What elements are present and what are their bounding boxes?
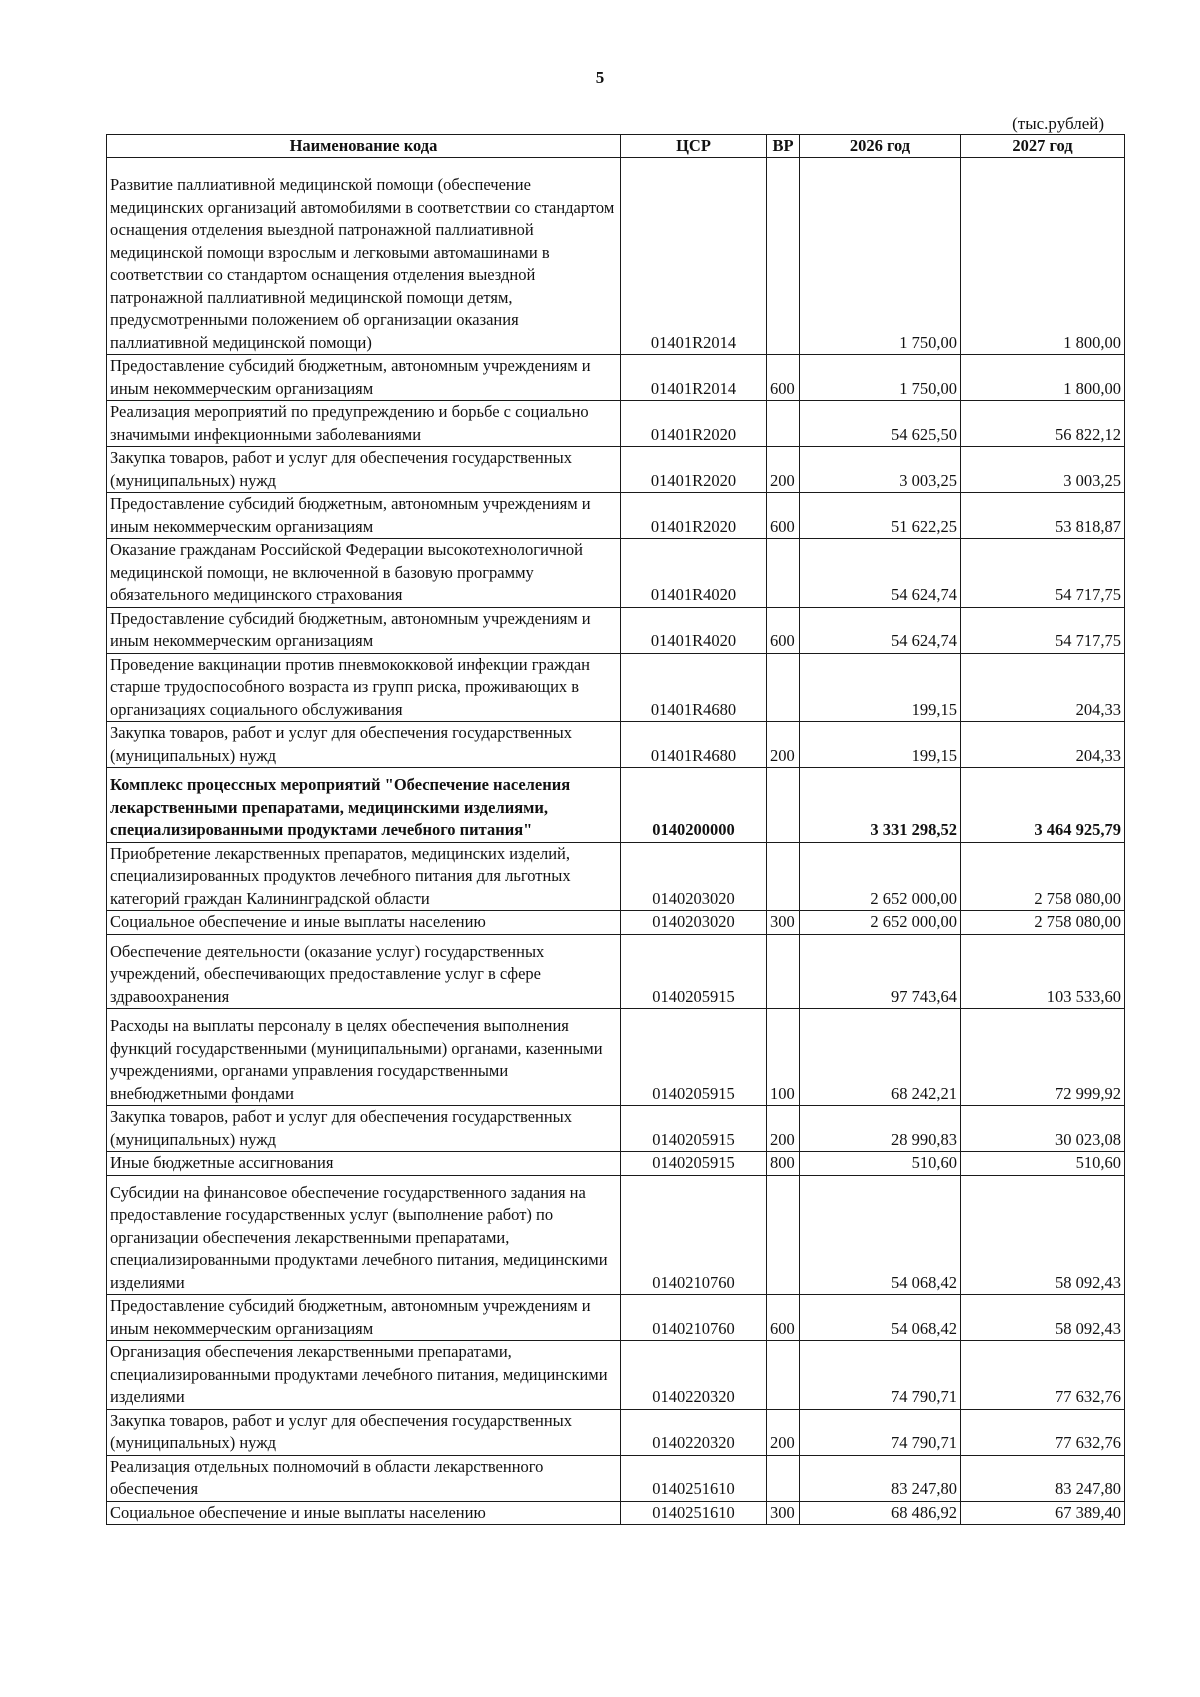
cell-csr: 0140203020 bbox=[621, 911, 767, 935]
cell-csr: 0140205915 bbox=[621, 1152, 767, 1176]
cell-name: Социальное обеспечение и иные выплаты населению bbox=[107, 1501, 621, 1525]
table-row bbox=[107, 1455, 1125, 1501]
cell-2027: 56 822,12 bbox=[961, 401, 1125, 447]
table-row bbox=[107, 842, 1125, 911]
table-row bbox=[107, 355, 1125, 401]
cell-csr: 0140205915 bbox=[621, 934, 767, 1009]
cell-csr: 0140205915 bbox=[621, 1009, 767, 1106]
cell-name: Иные бюджетные ассигнования bbox=[107, 1152, 621, 1176]
cell-csr: 01401R2020 bbox=[621, 493, 767, 539]
cell-name: Оказание гражданам Российской Федерации высокотехнологичной медицинской помощи, не включенной в базовую программу обязательного медицинского страхования bbox=[107, 539, 621, 608]
cell-csr: 01401R4020 bbox=[621, 607, 767, 653]
cell-csr: 0140205915 bbox=[621, 1106, 767, 1152]
cell-vr: 300 bbox=[767, 911, 800, 935]
cell-2026: 54 625,50 bbox=[800, 401, 961, 447]
table-row bbox=[107, 722, 1125, 768]
page-number: 5 bbox=[595, 68, 605, 87]
cell-vr: 200 bbox=[767, 1409, 800, 1455]
header-vr: ВР bbox=[767, 135, 800, 158]
table-row bbox=[107, 1009, 1125, 1106]
cell-2026: 51 622,25 bbox=[800, 493, 961, 539]
cell-2026: 199,15 bbox=[800, 722, 961, 768]
cell-2027: 83 247,80 bbox=[961, 1455, 1125, 1501]
cell-2027: 77 632,76 bbox=[961, 1409, 1125, 1455]
cell-name: Закупка товаров, работ и услуг для обеспечения государственных (муниципальных) нужд bbox=[107, 447, 621, 493]
cell-vr: 600 bbox=[767, 355, 800, 401]
cell-vr bbox=[767, 653, 800, 722]
cell-2026: 68 486,92 bbox=[800, 1501, 961, 1525]
cell-2027: 72 999,92 bbox=[961, 1009, 1125, 1106]
cell-name: Предоставление субсидий бюджетным, автономным учреждениям и иным некоммерческим организациям bbox=[107, 493, 621, 539]
cell-csr: 0140210760 bbox=[621, 1175, 767, 1295]
cell-2026: 199,15 bbox=[800, 653, 961, 722]
table-row bbox=[107, 539, 1125, 608]
cell-name: Проведение вакцинации против пневмококковой инфекции граждан старше трудоспособного возраста из групп риска, проживающих в организациях социального обслуживания bbox=[107, 653, 621, 722]
cell-vr: 200 bbox=[767, 447, 800, 493]
cell-name: Реализация мероприятий по предупреждению и борьбе с социально значимыми инфекционными заболеваниями bbox=[107, 401, 621, 447]
cell-2026: 2 652 000,00 bbox=[800, 911, 961, 935]
units-label: (тыс.рублей) bbox=[1012, 114, 1104, 133]
cell-name: Предоставление субсидий бюджетным, автономным учреждениям и иным некоммерческим организациям bbox=[107, 1295, 621, 1341]
cell-vr bbox=[767, 768, 800, 843]
cell-name: Закупка товаров, работ и услуг для обеспечения государственных (муниципальных) нужд bbox=[107, 1106, 621, 1152]
cell-vr: 300 bbox=[767, 1501, 800, 1525]
header-2027: 2027 год bbox=[961, 135, 1125, 158]
cell-2027: 54 717,75 bbox=[961, 607, 1125, 653]
cell-vr bbox=[767, 842, 800, 911]
cell-name: Расходы на выплаты персоналу в целях обеспечения выполнения функций государственными (муниципальными) органами, казенными учреждениями, органами управления государственными внебюджетными фондами bbox=[107, 1009, 621, 1106]
cell-csr: 0140220320 bbox=[621, 1341, 767, 1410]
cell-2027: 1 800,00 bbox=[961, 355, 1125, 401]
cell-2026: 83 247,80 bbox=[800, 1455, 961, 1501]
cell-2026: 68 242,21 bbox=[800, 1009, 961, 1106]
cell-vr: 200 bbox=[767, 722, 800, 768]
cell-2026: 3 003,25 bbox=[800, 447, 961, 493]
table-row bbox=[107, 1175, 1125, 1295]
cell-name: Реализация отдельных полномочий в области лекарственного обеспечения bbox=[107, 1455, 621, 1501]
cell-csr: 01401R2020 bbox=[621, 447, 767, 493]
cell-csr: 01401R2020 bbox=[621, 401, 767, 447]
cell-vr: 800 bbox=[767, 1152, 800, 1176]
table-header-row bbox=[107, 135, 1125, 158]
cell-2027: 2 758 080,00 bbox=[961, 911, 1125, 935]
header-name: Наименование кода bbox=[107, 135, 621, 158]
cell-name: Социальное обеспечение и иные выплаты населению bbox=[107, 911, 621, 935]
cell-2026: 2 652 000,00 bbox=[800, 842, 961, 911]
cell-csr: 0140203020 bbox=[621, 842, 767, 911]
cell-vr bbox=[767, 539, 800, 608]
cell-csr: 0140251610 bbox=[621, 1455, 767, 1501]
cell-2027: 103 533,60 bbox=[961, 934, 1125, 1009]
cell-csr: 01401R2014 bbox=[621, 158, 767, 355]
cell-csr: 0140220320 bbox=[621, 1409, 767, 1455]
cell-csr: 0140210760 bbox=[621, 1295, 767, 1341]
table-row bbox=[107, 447, 1125, 493]
table-row bbox=[107, 1409, 1125, 1455]
cell-2026: 1 750,00 bbox=[800, 158, 961, 355]
header-csr: ЦСР bbox=[621, 135, 767, 158]
cell-2026: 28 990,83 bbox=[800, 1106, 961, 1152]
cell-csr: 01401R2014 bbox=[621, 355, 767, 401]
table-row bbox=[107, 493, 1125, 539]
cell-2027: 54 717,75 bbox=[961, 539, 1125, 608]
cell-2027: 204,33 bbox=[961, 653, 1125, 722]
cell-2026: 74 790,71 bbox=[800, 1341, 961, 1410]
cell-csr: 01401R4680 bbox=[621, 653, 767, 722]
table-row bbox=[107, 1152, 1125, 1176]
cell-2027: 30 023,08 bbox=[961, 1106, 1125, 1152]
cell-vr: 200 bbox=[767, 1106, 800, 1152]
cell-vr bbox=[767, 1175, 800, 1295]
cell-name: Приобретение лекарственных препаратов, медицинских изделий, специализированных продуктов лечебного питания для льготных категорий граждан Калининградской области bbox=[107, 842, 621, 911]
cell-2027: 77 632,76 bbox=[961, 1341, 1125, 1410]
cell-name: Субсидии на финансовое обеспечение государственного задания на предоставление государственных услуг (выполнение работ) по организации обеспечения лекарственными препаратами, специализированными продуктами лечебного питания, медицинскими изделиями bbox=[107, 1175, 621, 1295]
table-body bbox=[107, 158, 1125, 1525]
table-row bbox=[107, 768, 1125, 843]
cell-2026: 74 790,71 bbox=[800, 1409, 961, 1455]
cell-vr bbox=[767, 158, 800, 355]
cell-vr: 600 bbox=[767, 607, 800, 653]
cell-2026: 1 750,00 bbox=[800, 355, 961, 401]
cell-name: Развитие паллиативной медицинской помощи (обеспечение медицинских организаций автомобилями в соответствии со стандартом оснащения отделения выездной патронажной паллиативной медицинской помощи взрослым и легковыми автомашинами в соответствии со стандартом оснащения отделения выездной патронажной паллиативной медицинской помощи детям, предусмотренными положением об организации оказания паллиативной медицинской помощи) bbox=[107, 158, 621, 355]
cell-2027: 67 389,40 bbox=[961, 1501, 1125, 1525]
table-row bbox=[107, 1341, 1125, 1410]
cell-2027: 1 800,00 bbox=[961, 158, 1125, 355]
cell-name: Предоставление субсидий бюджетным, автономным учреждениям и иным некоммерческим организациям bbox=[107, 607, 621, 653]
cell-vr: 600 bbox=[767, 493, 800, 539]
table-row bbox=[107, 607, 1125, 653]
table-row bbox=[107, 1295, 1125, 1341]
budget-table bbox=[106, 134, 1125, 1525]
table-row bbox=[107, 653, 1125, 722]
cell-csr: 01401R4020 bbox=[621, 539, 767, 608]
cell-vr: 100 bbox=[767, 1009, 800, 1106]
cell-csr: 0140200000 bbox=[621, 768, 767, 843]
cell-csr: 01401R4680 bbox=[621, 722, 767, 768]
cell-2026: 97 743,64 bbox=[800, 934, 961, 1009]
cell-name: Обеспечение деятельности (оказание услуг) государственных учреждений, обеспечивающих предоставление услуг в сфере здравоохранения bbox=[107, 934, 621, 1009]
table-row bbox=[107, 158, 1125, 355]
cell-2027: 53 818,87 bbox=[961, 493, 1125, 539]
cell-2027: 3 003,25 bbox=[961, 447, 1125, 493]
cell-vr: 600 bbox=[767, 1295, 800, 1341]
cell-2027: 58 092,43 bbox=[961, 1175, 1125, 1295]
table-row bbox=[107, 911, 1125, 935]
cell-2027: 510,60 bbox=[961, 1152, 1125, 1176]
header-2026: 2026 год bbox=[800, 135, 961, 158]
cell-csr: 0140251610 bbox=[621, 1501, 767, 1525]
table-row bbox=[107, 1501, 1125, 1525]
cell-vr bbox=[767, 401, 800, 447]
cell-2027: 2 758 080,00 bbox=[961, 842, 1125, 911]
cell-2027: 204,33 bbox=[961, 722, 1125, 768]
cell-2027: 58 092,43 bbox=[961, 1295, 1125, 1341]
cell-2027: 3 464 925,79 bbox=[961, 768, 1125, 843]
cell-2026: 54 068,42 bbox=[800, 1295, 961, 1341]
cell-2026: 54 068,42 bbox=[800, 1175, 961, 1295]
cell-name: Комплекс процессных мероприятий "Обеспечение населения лекарственными препаратами, медицинскими изделиями, специализированными продуктами лечебного питания" bbox=[107, 768, 621, 843]
cell-name: Закупка товаров, работ и услуг для обеспечения государственных (муниципальных) нужд bbox=[107, 722, 621, 768]
cell-name: Предоставление субсидий бюджетным, автономным учреждениям и иным некоммерческим организациям bbox=[107, 355, 621, 401]
cell-2026: 510,60 bbox=[800, 1152, 961, 1176]
table-row bbox=[107, 1106, 1125, 1152]
cell-2026: 3 331 298,52 bbox=[800, 768, 961, 843]
cell-vr bbox=[767, 1341, 800, 1410]
cell-2026: 54 624,74 bbox=[800, 539, 961, 608]
cell-name: Организация обеспечения лекарственными препаратами, специализированными продуктами лечебного питания, медицинскими изделиями bbox=[107, 1341, 621, 1410]
cell-2026: 54 624,74 bbox=[800, 607, 961, 653]
cell-name: Закупка товаров, работ и услуг для обеспечения государственных (муниципальных) нужд bbox=[107, 1409, 621, 1455]
table-row bbox=[107, 401, 1125, 447]
table-row bbox=[107, 934, 1125, 1009]
cell-vr bbox=[767, 1455, 800, 1501]
cell-vr bbox=[767, 934, 800, 1009]
